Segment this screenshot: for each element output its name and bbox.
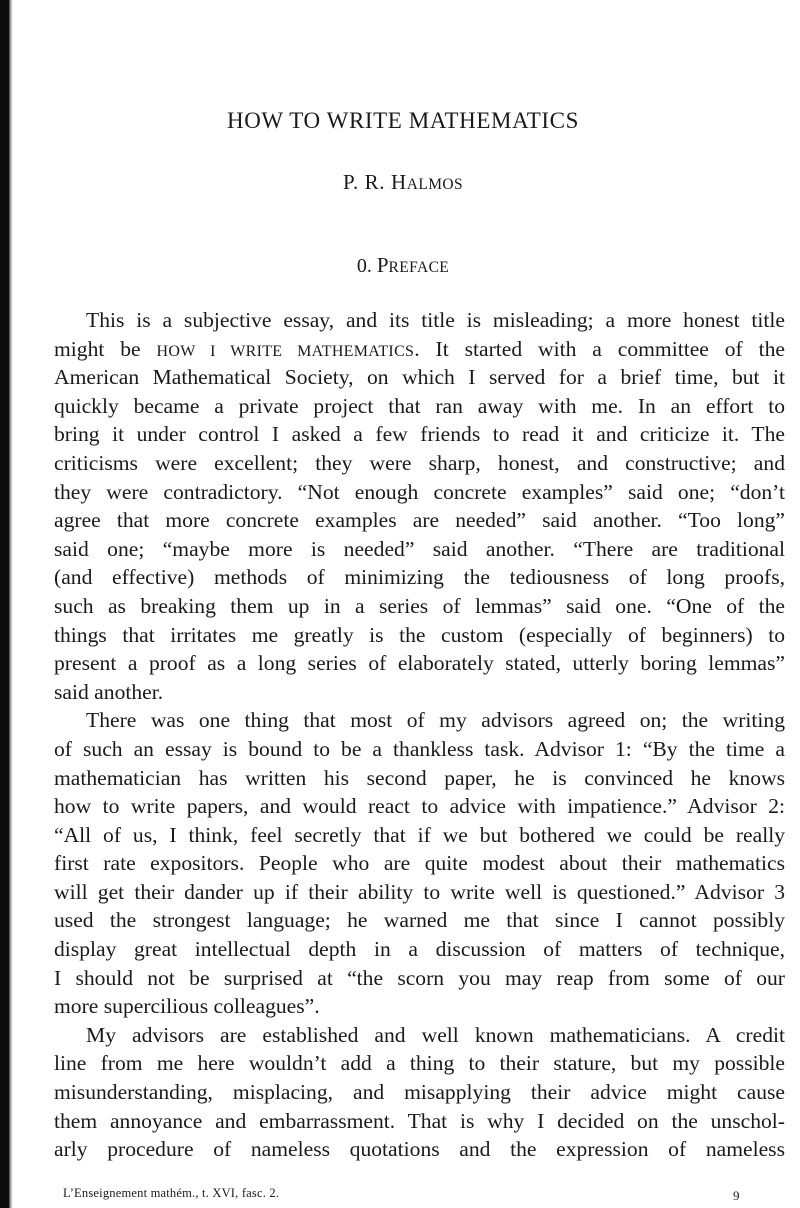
- author-surname-rest: ALMOS: [406, 176, 463, 193]
- author-surname-initial: H: [390, 170, 407, 194]
- text-line: present a proof as a long series of elaborately stated, utterly boring lemmas”: [54, 651, 785, 676]
- text-line: agree that more concrete examples are needed” said another. “Too long”: [54, 508, 785, 533]
- text-line: them annoyance and embarrassment. That is why I decided on the unschol-: [54, 1108, 785, 1133]
- text-line: said another.: [54, 679, 164, 704]
- article-author: [0, 170, 800, 195]
- page-number: 9: [733, 1188, 740, 1203]
- text-line: display great intellectual depth in a discussion of matters of technique,: [54, 937, 785, 962]
- text-line: I should not be surprised at “the scorn you may reap from some of our: [54, 965, 785, 990]
- section-heading-rest: REFACE: [388, 259, 450, 276]
- text-line: things that irritates me greatly is the custom (especially of beginners) to: [54, 622, 785, 647]
- text-line: My advisors are established and well known mathematicians. A credit: [86, 1022, 785, 1047]
- text-line: will get their dander up if their ability to write well is questioned.” Advisor 3: [54, 879, 785, 904]
- text-line: [54, 335, 785, 364]
- text-line: line from me here wouldn’t add a thing to their stature, but my possible: [54, 1051, 785, 1076]
- text-line: criticisms were excellent; they were sharp, honest, and constructive; and: [54, 450, 785, 475]
- text-line: of such an essay is bound to be a thankless task. Advisor 1: “By the time a: [54, 736, 785, 761]
- paragraph-3: [54, 1021, 785, 1164]
- text-line: bring it under control I asked a few friends to read it and criticize it. The: [54, 422, 785, 447]
- text-line: This is a subjective essay, and its title is misleading; a more honest title: [86, 308, 785, 332]
- text-line: There was one thing that most of my advisors agreed on; the writing: [86, 708, 785, 733]
- text-line: such as breaking them up in a series of lemmas” said one. “One of the: [54, 593, 785, 618]
- paragraph-1: [54, 306, 785, 706]
- article-title: HOW TO WRITE MATHEMATICS: [227, 108, 579, 133]
- text-line: misunderstanding, misplacing, and misapplying their advice might cause: [54, 1080, 785, 1105]
- footer-journal-citation: L’Enseignement mathém., t. XVI, fasc. 2.: [63, 1186, 280, 1200]
- section-number: 0.: [356, 255, 377, 277]
- smallcaps-title-reference: HOW I WRITE MATHEMATICS: [156, 342, 415, 360]
- paragraph-2: [54, 706, 785, 1021]
- text-line: more supercilious colleagues”.: [54, 994, 320, 1019]
- text-line: arly procedure of nameless quotations and the expression of nameless: [54, 1137, 785, 1162]
- text-fragment: . It started with a committee of the: [414, 336, 785, 361]
- text-line: (and effective) methods of minimizing the tediousness of long proofs,: [54, 565, 785, 590]
- section-heading: [0, 253, 800, 278]
- section-heading-initial: P: [376, 253, 389, 277]
- text-line: first rate expositors. People who are quite modest about their mathematics: [54, 851, 785, 876]
- text-line: they were contradictory. “Not enough concrete examples” said one; “don’t: [54, 479, 785, 504]
- text-line: “All of us, I think, feel secretly that if we but bothered we could be really: [54, 822, 785, 847]
- text-line: mathematician has written his second paper, he is convinced he knows: [54, 765, 785, 790]
- text-line: quickly became a private project that ran away with me. In an effort to: [54, 393, 785, 418]
- body-text: [54, 306, 785, 1164]
- text-line: how to write papers, and would react to advice with impatience.” Advisor 2:: [54, 794, 785, 819]
- text-line: American Mathematical Society, on which I served for a brief time, but it: [54, 365, 785, 390]
- text-fragment: might be: [54, 336, 157, 361]
- text-line: used the strongest language; he warned me that since I cannot possibly: [54, 908, 785, 933]
- author-initials: P. R.: [343, 170, 391, 194]
- text-line: said one; “maybe more is needed” said another. “There are traditional: [54, 536, 785, 561]
